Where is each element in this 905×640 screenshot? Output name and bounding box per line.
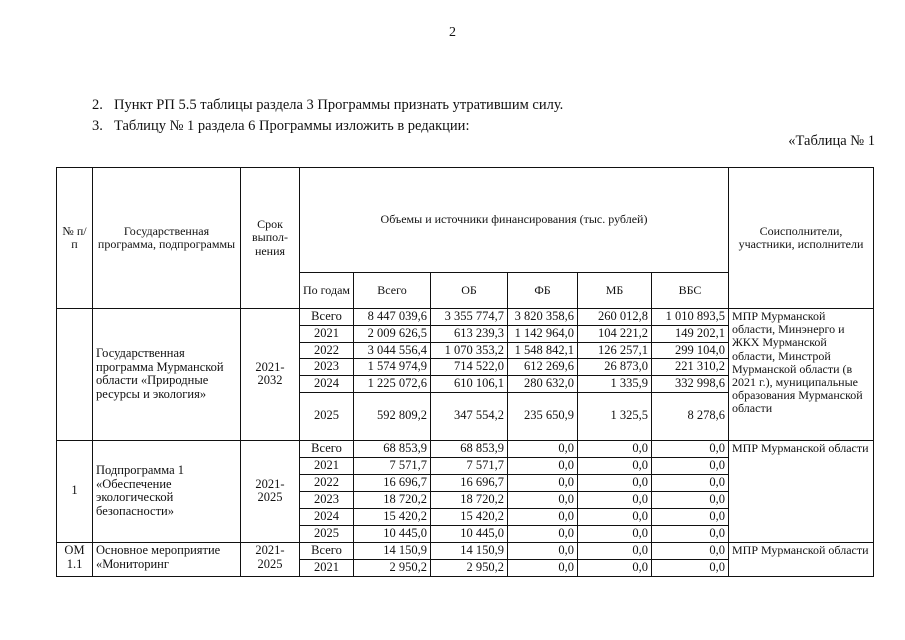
vbs-cell: 0,0 xyxy=(652,457,729,474)
row-number xyxy=(57,309,93,441)
mb-cell: 1 325,5 xyxy=(578,392,652,440)
total-cell: 18 720,2 xyxy=(354,491,431,508)
fb-cell: 0,0 xyxy=(508,508,578,525)
total-cell: 3 044 556,4 xyxy=(354,342,431,359)
financing-table xyxy=(56,167,874,577)
mb-cell: 1 335,9 xyxy=(578,376,652,393)
year-cell: 2021 xyxy=(300,325,354,342)
header-term: Срок выпол-нения xyxy=(241,168,300,309)
header-row xyxy=(57,168,874,273)
ob-cell: 10 445,0 xyxy=(431,525,508,542)
ob-cell: 68 853,9 xyxy=(431,440,508,457)
year-cell: Всего xyxy=(300,440,354,457)
total-cell: 10 445,0 xyxy=(354,525,431,542)
mb-cell: 0,0 xyxy=(578,440,652,457)
table-caption: «Таблица № 1 xyxy=(788,133,875,149)
year-cell: 2025 xyxy=(300,392,354,440)
ob-cell: 347 554,2 xyxy=(431,392,508,440)
program-name: Подпрограмма 1 «Обеспечение экологической безопасности» xyxy=(93,440,241,542)
year-cell: 2022 xyxy=(300,474,354,491)
mb-cell: 0,0 xyxy=(578,508,652,525)
mb-cell: 0,0 xyxy=(578,542,652,559)
year-cell: Всего xyxy=(300,542,354,559)
fb-cell: 235 650,9 xyxy=(508,392,578,440)
total-cell: 592 809,2 xyxy=(354,392,431,440)
year-cell: 2023 xyxy=(300,359,354,376)
header-executors: Соисполнители, участники, исполнители xyxy=(729,168,874,309)
header-total: Всего xyxy=(354,273,431,309)
mb-cell: 0,0 xyxy=(578,491,652,508)
header-fb: ФБ xyxy=(508,273,578,309)
fb-cell: 1 142 964,0 xyxy=(508,325,578,342)
table-row xyxy=(57,542,874,559)
fb-cell: 280 632,0 xyxy=(508,376,578,393)
mb-cell: 26 873,0 xyxy=(578,359,652,376)
program-term: 2021-2025 xyxy=(241,542,300,576)
paragraph-2 xyxy=(92,97,563,114)
vbs-cell: 0,0 xyxy=(652,525,729,542)
paragraph-number: 2. xyxy=(92,97,103,113)
year-cell: 2021 xyxy=(300,559,354,576)
year-cell: 2025 xyxy=(300,525,354,542)
total-cell: 14 150,9 xyxy=(354,542,431,559)
paragraph-3 xyxy=(92,118,469,135)
fb-cell: 1 548 842,1 xyxy=(508,342,578,359)
row-number: 1 xyxy=(57,440,93,542)
header-funding: Объемы и источники финансирования (тыс. рублей) xyxy=(300,168,729,273)
total-cell: 15 420,2 xyxy=(354,508,431,525)
fb-cell: 0,0 xyxy=(508,559,578,576)
vbs-cell: 0,0 xyxy=(652,474,729,491)
year-cell: 2023 xyxy=(300,491,354,508)
mb-cell: 0,0 xyxy=(578,474,652,491)
vbs-cell: 0,0 xyxy=(652,542,729,559)
mb-cell: 104 221,2 xyxy=(578,325,652,342)
total-cell: 2 009 626,5 xyxy=(354,325,431,342)
ob-cell: 613 239,3 xyxy=(431,325,508,342)
mb-cell: 260 012,8 xyxy=(578,309,652,326)
paragraph-number: 3. xyxy=(92,118,103,134)
ob-cell: 2 950,2 xyxy=(431,559,508,576)
year-cell: 2021 xyxy=(300,457,354,474)
header-vbs: ВБС xyxy=(652,273,729,309)
fb-cell: 612 269,6 xyxy=(508,359,578,376)
vbs-cell: 0,0 xyxy=(652,508,729,525)
vbs-cell: 0,0 xyxy=(652,491,729,508)
executors-cell: МПР Мурманской области xyxy=(729,440,874,542)
fb-cell: 0,0 xyxy=(508,474,578,491)
program-term: 2021-2032 xyxy=(241,309,300,441)
mb-cell: 0,0 xyxy=(578,457,652,474)
table-row xyxy=(57,440,874,457)
ob-cell: 714 522,0 xyxy=(431,359,508,376)
mb-cell: 0,0 xyxy=(578,525,652,542)
fb-cell: 0,0 xyxy=(508,542,578,559)
year-cell: Всего xyxy=(300,309,354,326)
total-cell: 7 571,7 xyxy=(354,457,431,474)
table-row xyxy=(57,309,874,326)
vbs-cell: 149 202,1 xyxy=(652,325,729,342)
vbs-cell: 332 998,6 xyxy=(652,376,729,393)
fb-cell: 0,0 xyxy=(508,491,578,508)
vbs-cell: 0,0 xyxy=(652,559,729,576)
header-num: № п/п xyxy=(57,168,93,309)
ob-cell: 1 070 353,2 xyxy=(431,342,508,359)
fb-cell: 3 820 358,6 xyxy=(508,309,578,326)
row-number: ОМ 1.1 xyxy=(57,542,93,576)
year-cell: 2024 xyxy=(300,508,354,525)
total-cell: 16 696,7 xyxy=(354,474,431,491)
ob-cell: 14 150,9 xyxy=(431,542,508,559)
ob-cell: 610 106,1 xyxy=(431,376,508,393)
vbs-cell: 299 104,0 xyxy=(652,342,729,359)
total-cell: 1 225 072,6 xyxy=(354,376,431,393)
paragraph-text: Таблицу № 1 раздела 6 Программы изложить в редакции: xyxy=(114,118,470,134)
ob-cell: 18 720,2 xyxy=(431,491,508,508)
vbs-cell: 221 310,2 xyxy=(652,359,729,376)
vbs-cell: 1 010 893,5 xyxy=(652,309,729,326)
total-cell: 1 574 974,9 xyxy=(354,359,431,376)
ob-cell: 7 571,7 xyxy=(431,457,508,474)
vbs-cell: 0,0 xyxy=(652,440,729,457)
ob-cell: 15 420,2 xyxy=(431,508,508,525)
paragraph-text: Пункт РП 5.5 таблицы раздела 3 Программы признать утратившим силу. xyxy=(114,97,564,113)
total-cell: 8 447 039,6 xyxy=(354,309,431,326)
fb-cell: 0,0 xyxy=(508,457,578,474)
ob-cell: 16 696,7 xyxy=(431,474,508,491)
header-by-year: По годам xyxy=(300,273,354,309)
program-term: 2021-2025 xyxy=(241,440,300,542)
program-name: Основное мероприятие «Мониторинг xyxy=(93,542,241,576)
total-cell: 2 950,2 xyxy=(354,559,431,576)
executors-cell: МПР Мурманской области xyxy=(729,542,874,576)
fb-cell: 0,0 xyxy=(508,525,578,542)
mb-cell: 0,0 xyxy=(578,559,652,576)
header-program: Государственная программа, подпрограммы xyxy=(93,168,241,309)
fb-cell: 0,0 xyxy=(508,440,578,457)
year-cell: 2024 xyxy=(300,376,354,393)
header-mb: МБ xyxy=(578,273,652,309)
year-cell: 2022 xyxy=(300,342,354,359)
header-ob: ОБ xyxy=(431,273,508,309)
total-cell: 68 853,9 xyxy=(354,440,431,457)
executors-cell: МПР Мурманской области, Минэнерго и ЖКХ Мурманской области, Минстрой Мурманской области (в 2021 г.), муниципальные образования Мурманской области xyxy=(729,309,874,441)
vbs-cell: 8 278,6 xyxy=(652,392,729,440)
page-number: 2 xyxy=(449,25,456,40)
mb-cell: 126 257,1 xyxy=(578,342,652,359)
ob-cell: 3 355 774,7 xyxy=(431,309,508,326)
program-name: Государственная программа Мурманской области «Природные ресурсы и экология» xyxy=(93,309,241,441)
